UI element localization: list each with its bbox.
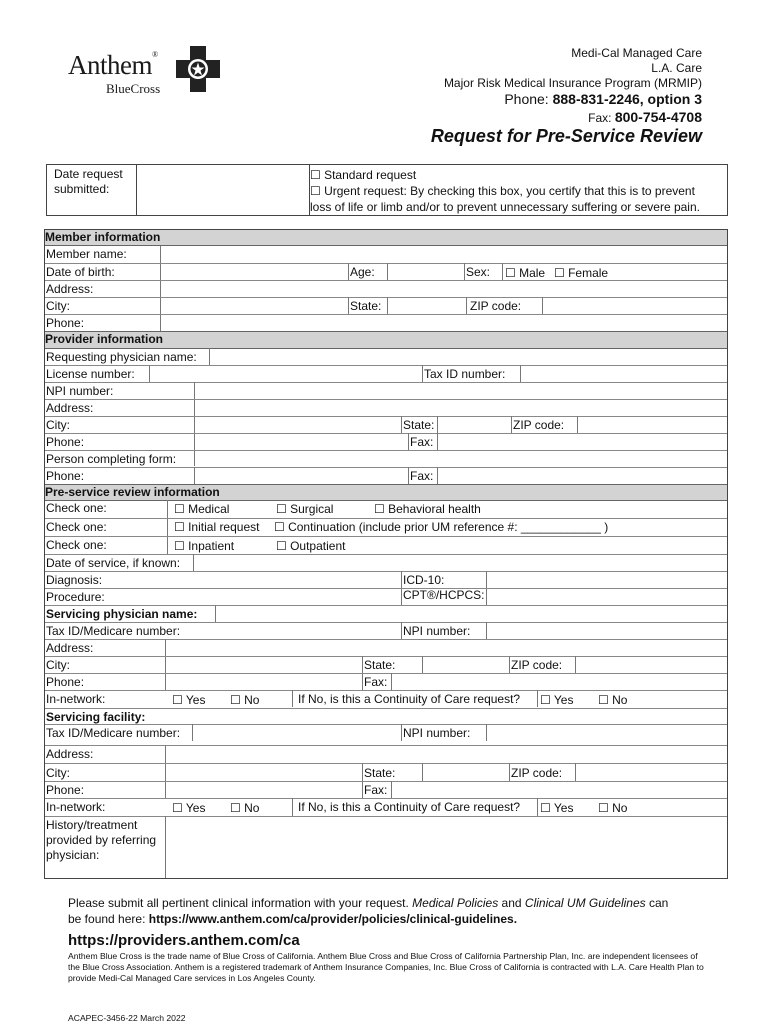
provider-phone-label: Phone: [46,435,85,449]
sf-zip-label: ZIP code: [511,766,563,780]
sf-fax-label: Fax: [364,783,388,797]
urgent-request-text: loss of life or limb and/or to prevent unnecessary suffering or severe pain. [310,200,700,214]
sp-coc-yes-checkbox[interactable]: ☐ Yes [540,693,574,707]
requesting-physician-label: Requesting physician name: [46,350,197,364]
bluecross-logo-text: BlueCross [106,81,161,96]
sf-npi-label: NPI number: [403,726,471,740]
dob-label: Date of birth: [46,265,115,279]
continuation-checkbox[interactable]: ☐ Continuation (include prior UM reference #: ____________ ) [274,520,609,534]
date-request-label: Date request submitted: [47,165,137,215]
servicing-physician-heading: Servicing physician name: [46,607,198,621]
cpt-hcpcs-label: CPT®/HCPCS: [403,588,485,602]
surgical-checkbox[interactable]: ☐ Surgical [276,502,334,516]
submit-instructions-line1: Please submit all pertinent clinical information with your request. Medical Policies and Clinical UM Guidelines can [68,896,669,910]
member-address-label: Address: [46,282,94,296]
sp-innetwork-no-checkbox[interactable]: ☐ No [230,693,260,707]
legal-disclaimer: Anthem Blue Cross is the trade name of Blue Cross of California. Anthem Blue Cross and Blue Cross of California Partnership Plan, Inc. are independent licensees of the Blue Cross Association. Anthem is a registered trademark of Anthem Insurance Companies, Inc. Blue Cross of California is contracted with L.A. Care Health Plan to provide Medi-Cal Managed Care services in Los Angeles County. [68,951,704,983]
provider-npi-label: NPI number: [46,384,114,398]
provider-address-label: Address: [46,401,94,415]
sf-taxid-label: Tax ID/Medicare number: [46,726,181,740]
procedure-label: Procedure: [46,590,105,604]
check-one-setting-label: Check one: [46,538,107,552]
license-number-label: License number: [46,367,135,381]
sf-coc-yes-checkbox[interactable]: ☐ Yes [540,801,574,815]
sp-innetwork-yes-checkbox[interactable]: ☐ Yes [172,693,206,707]
provider-taxid-label: Tax ID number: [424,367,506,381]
sf-state-label: State: [364,766,396,780]
sp-state-label: State: [364,658,396,672]
sex-female-checkbox[interactable]: ☐ Female [554,266,609,280]
program-line-1: Medi-Cal Managed Care [571,46,702,60]
sp-npi-label: NPI number: [403,624,471,638]
member-info-heading: Member information [45,230,727,246]
person-phone-label: Phone: [46,469,85,483]
member-phone-label: Phone: [46,316,85,330]
icd10-label: ICD-10: [403,573,445,587]
sf-address-label: Address: [46,747,94,761]
sp-coc-question: If No, is this a Continuity of Care request? [298,692,521,706]
person-completing-label: Person completing form: [46,452,177,466]
fax-line: Fax: 800-754-4708 [588,109,702,125]
sex-male-checkbox[interactable]: ☐ Male [505,266,546,280]
sf-phone-label: Phone: [46,783,85,797]
sp-taxid-label: Tax ID/Medicare number: [46,624,181,638]
medical-checkbox[interactable]: ☐ Medical [174,502,230,516]
standard-request-checkbox[interactable]: ☐ Standard request [310,168,417,182]
provider-fax-label: Fax: [410,435,434,449]
sp-city-label: City: [46,658,70,672]
provider-zip-label: ZIP code: [513,418,565,432]
member-city-label: City: [46,299,70,313]
sf-innetwork-yes-checkbox[interactable]: ☐ Yes [172,801,206,815]
sf-innetwork-no-checkbox[interactable]: ☐ No [230,801,260,815]
request-options [310,165,700,215]
sf-coc-no-checkbox[interactable]: ☐ No [598,801,628,815]
anthem-logo-word: Anthem® [68,50,158,80]
main-form [44,229,728,879]
phone-line: Phone: 888-831-2246, option 3 [504,91,702,107]
provider-info-heading: Provider information [45,331,727,349]
sp-address-label: Address: [46,641,94,655]
check-one-request-label: Check one: [46,520,107,534]
sp-coc-no-checkbox[interactable]: ☐ No [598,693,628,707]
sp-innetwork-label: In-network: [46,692,106,706]
member-name-label: Member name: [46,247,127,261]
member-zip-label: ZIP code: [470,299,522,313]
initial-request-checkbox[interactable]: ☐ Initial request [174,520,260,534]
date-of-service-label: Date of service, if known: [46,556,181,570]
check-one-type-label: Check one: [46,501,107,515]
diagnosis-label: Diagnosis: [46,573,103,587]
provider-city-label: City: [46,418,70,432]
member-state-label: State: [350,299,382,313]
sf-coc-question: If No, is this a Continuity of Care request? [298,800,521,814]
sp-fax-label: Fax: [364,675,388,689]
provider-state-label: State: [403,418,435,432]
behavioral-health-checkbox[interactable]: ☐ Behavioral health [374,502,481,516]
sex-label: Sex: [466,265,491,279]
person-fax-label: Fax: [410,469,434,483]
sp-phone-label: Phone: [46,675,85,689]
providers-url-link[interactable]: https://providers.anthem.com/ca [68,932,300,949]
program-line-3: Major Risk Medical Insurance Program (MRMIP) [443,76,702,90]
history-label: History/treatment provided by referring physician: [46,818,157,862]
request-type-table [46,164,728,216]
bluecross-cross-icon [176,46,220,92]
program-line-2: L.A. Care [651,61,702,75]
sf-city-label: City: [46,766,70,780]
form-code: ACAPEC-3456-22 March 2022 [68,1013,186,1023]
age-label: Age: [350,265,375,279]
servicing-facility-heading: Servicing facility: [46,710,146,724]
preservice-info-heading: Pre-service review information [45,484,727,501]
inpatient-checkbox[interactable]: ☐ Inpatient [174,539,235,553]
urgent-request-checkbox[interactable]: ☐ Urgent request: By checking this box, you certify that this is to prevent [310,184,695,198]
page-title: Request for Pre-Service Review [430,126,702,146]
outpatient-checkbox[interactable]: ☐ Outpatient [276,539,346,553]
submit-instructions-line2: be found here: https://www.anthem.com/ca/provider/policies/clinical-guidelines. [68,912,518,926]
clinical-guidelines-link[interactable]: https://www.anthem.com/ca/provider/policies/clinical-guidelines. [148,912,518,926]
sp-zip-label: ZIP code: [511,658,563,672]
sf-innetwork-label: In-network: [46,800,106,814]
